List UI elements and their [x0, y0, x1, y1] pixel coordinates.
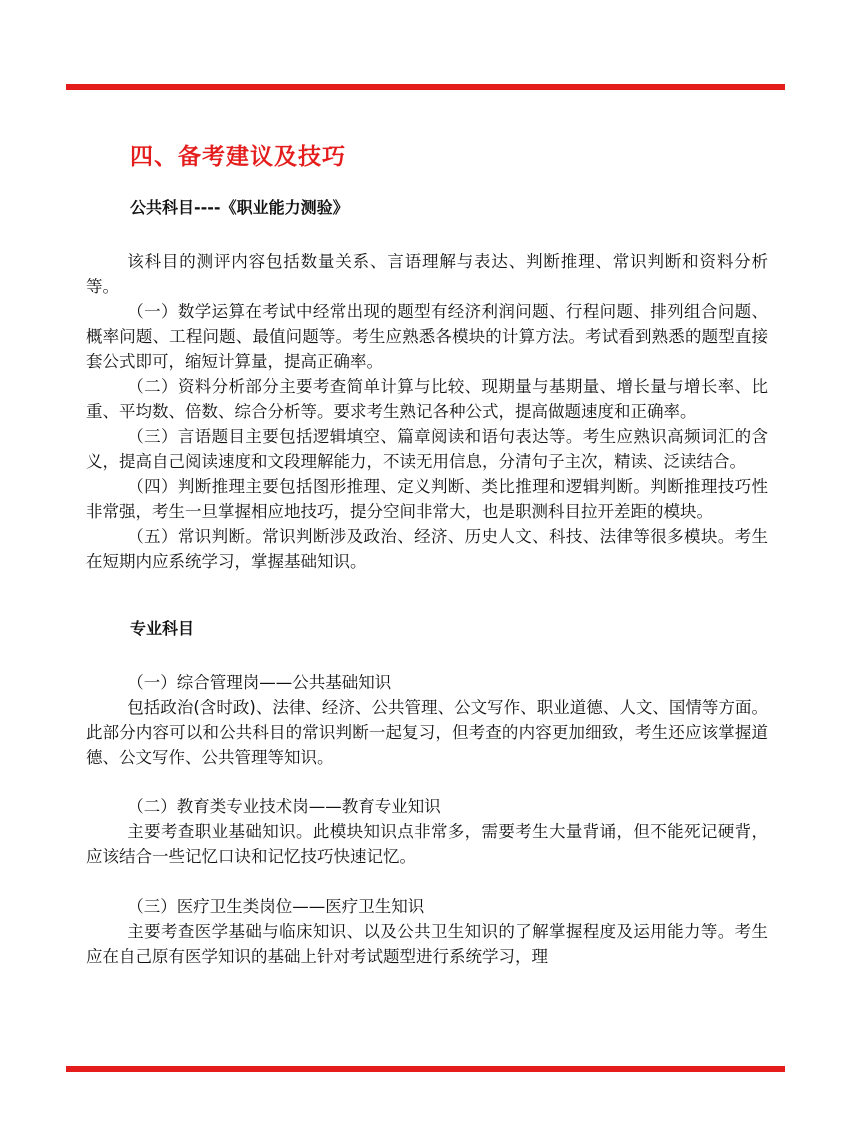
subsection-title: （一）综合管理岗——公共基础知识 [127, 673, 392, 692]
paragraph: 主要考查医学基础与临床知识、以及公共卫生知识的了解掌握程度及运用能力等。考生应在自己原有医学知识的基础上针对考试题型进行系统学习，理 [86, 922, 768, 966]
bottom-rule [66, 1066, 785, 1072]
paragraph: 主要考查职业基础知识。此模块知识点非常多，需要考生大量背诵，但不能死记硬背，应该结合一些记忆口诀和记忆技巧快速记忆。 [86, 822, 768, 866]
document-body [86, 140, 768, 969]
professional-subject-title: 专业科目 [130, 619, 195, 638]
paragraph: （五）常识判断。常识判断涉及政治、经济、历史人文、科技、法律等很多模块。考生在短期内应系统学习，掌握基础知识。 [86, 527, 768, 571]
paragraph: 该科目的测评内容包括数量关系、言语理解与表达、判断推理、常识判断和资料分析等。 [86, 252, 768, 296]
top-rule [66, 84, 785, 90]
paragraph: （三）言语题目主要包括逻辑填空、篇章阅读和语句表达等。考生应熟识高频词汇的含义，提高自己阅读速度和文段理解能力，不读无用信息，分清句子主次，精读、泛读结合。 [86, 427, 768, 471]
paragraph: 包括政治(含时政)、法律、经济、公共管理、公文写作、职业道德、人文、国情等方面。此部分内容可以和公共科目的常识判断一起复习，但考查的内容更加细致，考生还应该掌握道德、公文写作、公共管理等知识。 [86, 698, 768, 767]
section-heading: 四、备考建议及技巧 [130, 144, 346, 170]
paragraph: （四）判断推理主要包括图形推理、定义判断、类比推理和逻辑判断。判断推理技巧性非常强，考生一旦掌握相应地技巧，提分空间非常大，也是职测科目拉开差距的模块。 [86, 477, 768, 521]
subsection-title: （三）医疗卫生类岗位——医疗卫生知识 [127, 897, 425, 916]
public-subject-title: 公共科目----《职业能力测验》 [130, 198, 349, 217]
paragraph: （二）资料分析部分主要考查简单计算与比较、现期量与基期量、增长量与增长率、比重、平均数、倍数、综合分析等。要求考生熟记各种公式，提高做题速度和正确率。 [86, 377, 768, 421]
paragraph: （一）数学运算在考试中经常出现的题型有经济利润问题、行程问题、排列组合问题、概率问题、工程问题、最值问题等。考生应熟悉各模块的计算方法。考试看到熟悉的题型直接套公式即可，缩短计算量，提高正确率。 [86, 302, 768, 371]
subsection-title: （二）教育类专业技术岗——教育专业知识 [127, 797, 441, 816]
